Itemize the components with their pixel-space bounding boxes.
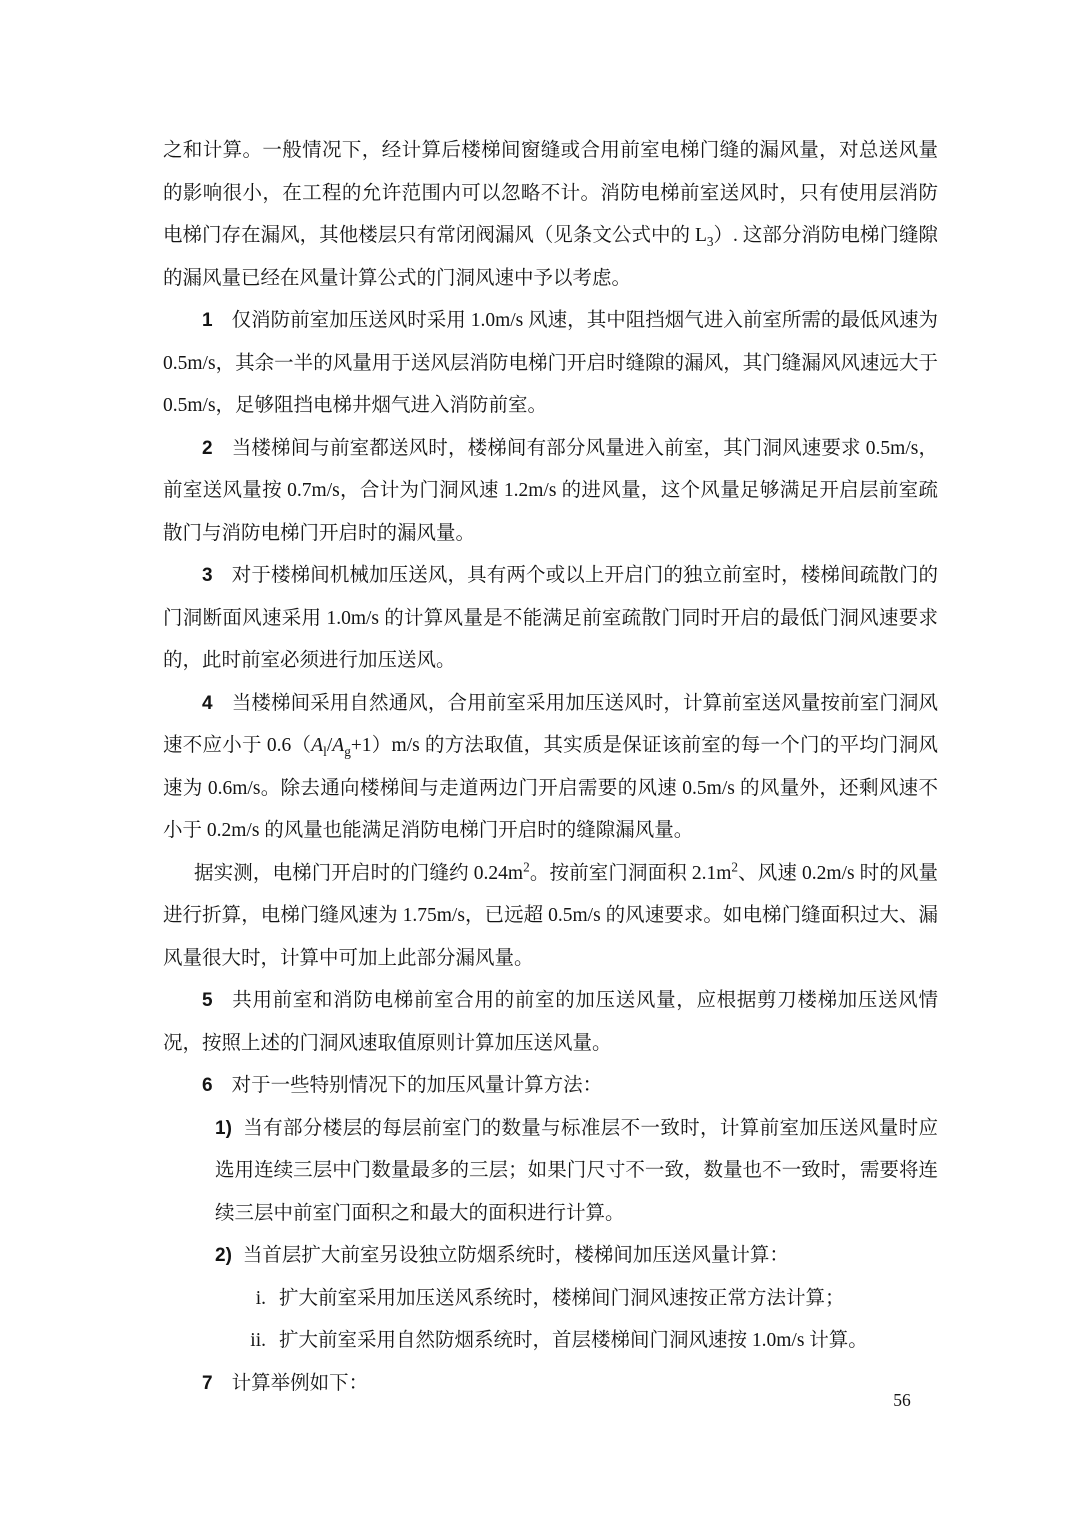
item-text: 当楼梯间与前室都送风时，楼梯间有部分风量进入前室，其门洞风速要求 0.5m/s，前室送风量按 0.7m/s，合计为门洞风速 1.2m/s 的进风量，这个风量足够满足开启层前室疏散门与消防电梯门开启时的漏风量。 xyxy=(163,437,938,544)
item-text: 共用前室和消防电梯前室合用的前室的加压送风量，应根据剪刀楼梯加压送风情况，按照上述的门洞风速取值原则计算加压送风量。 xyxy=(163,990,938,1054)
roman-item xyxy=(234,1278,938,1321)
item-text: 当首层扩大前室另设独立防烟系统时，楼梯间加压送风量计算： xyxy=(242,1245,789,1266)
document-body xyxy=(163,130,938,1405)
item-marker: 4 xyxy=(202,692,213,714)
item-text: 当有部分楼层的每层前室门的数量与标准层不一致时，计算前室加压送风量时应选用连续三层中门数量最多的三层；如果门尺寸不一致，数量也不一致时，需要将连续三层中前室门面积之和最大的面积进行计算。 xyxy=(215,1117,938,1224)
item-marker: 2) xyxy=(215,1245,232,1266)
item-text: 据实测，电梯门开启时的门缝约 $0.24m^2$。按前室门洞面积 $2.1m^2$、风速 0.2m/s 时的风量进行折算，电梯门缝风速为 1.75m/s，已远超 0.5m/s 的风速要求。如电梯门缝面积过大、漏风量很大时，计算中可加上此部分漏风量。 xyxy=(163,859,938,969)
item-text: 仅消防前室加压送风时采用 1.0m/s 风速，其中阻挡烟气进入前室所需的最低风速为 0.5m/s，其余一半的风量用于送风层消防电梯门开启时缝隙的漏风，其门缝漏风风速远大于 0.5m/s，足够阻挡电梯井烟气进入消防前室。 xyxy=(163,310,938,416)
item-text: 扩大前室采用自然防烟系统时，首层楼梯间门洞风速按 1.0m/s 计算。 xyxy=(279,1330,868,1351)
sub-item xyxy=(215,1108,938,1236)
item-marker: 1) xyxy=(215,1117,232,1139)
item-text: 计算举例如下： xyxy=(231,1372,369,1394)
item-text: 对于一些特别情况下的加压风量计算方法： xyxy=(231,1075,603,1096)
item-text: 扩大前室采用加压送风系统时，楼梯间门洞风速按正常方法计算； xyxy=(279,1287,845,1309)
roman-item xyxy=(234,1320,938,1363)
body-paragraph xyxy=(163,853,938,981)
numbered-item xyxy=(163,300,938,428)
sub-item xyxy=(215,1235,938,1278)
numbered-item xyxy=(163,428,938,556)
item-text: 对于楼梯间机械加压送风，具有两个或以上开启门的独立前室时，楼梯间疏散门的门洞断面风速采用 1.0m/s 的计算风量是不能满足前室疏散门同时开启的最低门洞风速要求的，此时前室必须进行加压送风。 xyxy=(163,565,938,671)
item-marker: 6 xyxy=(202,1075,213,1096)
item-text: 之和计算。一般情况下，经计算后楼梯间窗缝或合用前室电梯门缝的漏风量，对总送风量的影响很小，在工程的允许范围内可以忽略不计。消防电梯前室送风时，只有使用层消防电梯门存在漏风，其他楼层只有常闭阀漏风（见条文公式中的 $L_3$）. 这部分消防电梯门缝隙的漏风量已经在风量计算公式的门洞风速中予以考虑。 xyxy=(163,140,938,289)
item-text: 当楼梯间采用自然通风，合用前室采用加压送风时，计算前室送风量按前室门洞风速不应小于 $0.6(A_l/A_g+1)m/s$ 的方法取值，其实质是保证该前室的每一个门的平均门洞风速为 0.6m/s。除去通向楼梯间与走道两边门开启需要的风速 0.5m/s 的风量外，还剩风速不小于 0.2m/s 的风量也能满足消防电梯门开启时的缝隙漏风量。 xyxy=(163,692,938,841)
item-marker: 7 xyxy=(202,1372,213,1394)
numbered-item xyxy=(163,980,938,1065)
body-paragraph xyxy=(163,130,938,300)
numbered-item xyxy=(163,555,938,683)
item-marker: 1 xyxy=(202,310,213,331)
numbered-item xyxy=(163,683,938,853)
item-marker: 5 xyxy=(202,990,213,1011)
item-marker: i. xyxy=(255,1287,266,1309)
numbered-item xyxy=(163,1363,938,1406)
item-marker: 3 xyxy=(202,565,213,586)
page-number: 56 xyxy=(893,1390,911,1410)
numbered-item xyxy=(163,1065,938,1108)
item-marker: ii. xyxy=(250,1330,266,1351)
item-marker: 2 xyxy=(202,437,213,459)
